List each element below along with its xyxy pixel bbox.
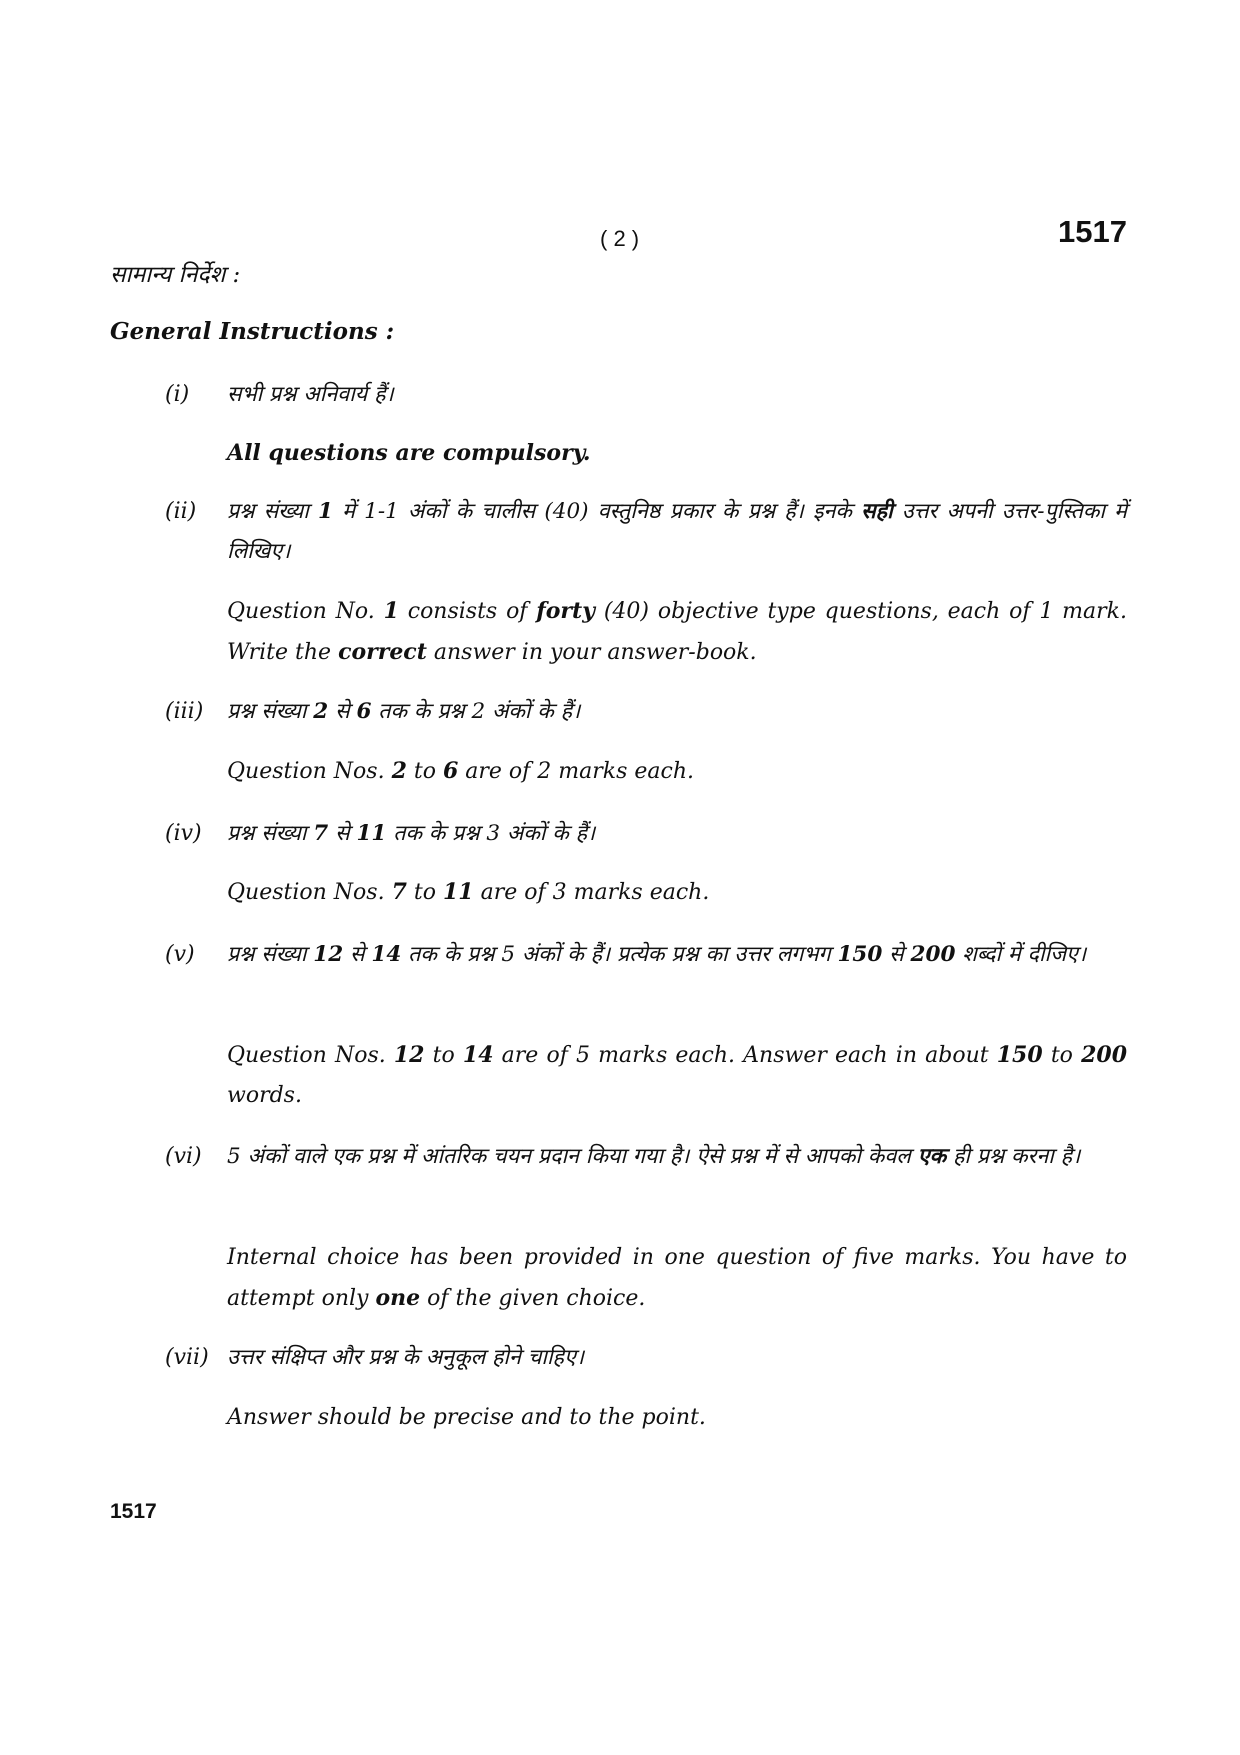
instruction-english: Question Nos. 2 to 6 are of 2 marks each.: [227, 758, 695, 784]
instruction-number: (vii): [165, 1345, 209, 1370]
instruction-item-3: [165, 692, 1127, 792]
instruction-hindi: 5 अंकों वाले एक प्रश्न में आंतरिक चयन प्रदान किया गया है। ऐसे प्रश्न में से आपको केवल एक ही प्रश्न करना है।: [227, 1144, 1081, 1169]
instruction-hindi: प्रश्न संख्या 12 से 14 तक के प्रश्न 5 अंकों के हैं। प्रत्येक प्रश्न का उत्तर लगभग 150 से 200 शब्दों में दीजिए।: [227, 942, 1087, 967]
instruction-item-7: [165, 1338, 1127, 1438]
instruction-item-5: [165, 935, 1127, 1115]
instruction-english: Answer should be precise and to the point.: [227, 1405, 706, 1430]
instruction-number: (vi): [165, 1144, 202, 1169]
paper-code-top: 1517: [1058, 214, 1127, 249]
instruction-hindi: प्रश्न संख्या 2 से 6 तक के प्रश्न 2 अंकों के हैं।: [227, 699, 581, 724]
instruction-number: (ii): [165, 499, 197, 524]
instruction-english: Question No. 1 consists of forty (40) objective type questions, each of 1 mark. Write the correct answer in your answer-book.: [227, 598, 1127, 665]
instruction-hindi: उत्तर संक्षिप्त और प्रश्न के अनुकूल होने चाहिए।: [227, 1345, 585, 1370]
instruction-item-4: [165, 814, 1127, 914]
instruction-number: (iv): [165, 821, 202, 846]
page-number: ( 2 ): [600, 226, 640, 251]
instruction-english: All questions are compulsory.: [227, 440, 591, 466]
instruction-hindi: सभी प्रश्न अनिवार्य हैं।: [227, 382, 394, 407]
instruction-item-1: [165, 375, 1127, 465]
instruction-item-2: [165, 492, 1127, 672]
instruction-hindi: प्रश्न संख्या 1 में 1-1 अंकों के चालीस (40) वस्तुनिष्ठ प्रकार के प्रश्न हैं। इनके सही उत्तर अपनी उत्तर-पुस्तिका में लिखिए।: [227, 499, 1127, 564]
english-instructions-heading: General Instructions :: [110, 318, 395, 345]
instruction-english: Question Nos. 12 to 14 are of 5 marks each. Answer each in about 150 to 200 words.: [227, 1042, 1128, 1108]
instruction-number: (i): [165, 382, 190, 407]
instruction-english: Question Nos. 7 to 11 are of 3 marks each.: [227, 879, 710, 905]
instruction-number: (iii): [165, 699, 204, 724]
hindi-instructions-heading: सामान्य निर्देश :: [110, 262, 241, 288]
paper-code-footer: 1517: [110, 1500, 157, 1523]
instruction-number: (v): [165, 942, 195, 967]
instruction-item-6: [165, 1137, 1127, 1317]
instruction-english: Internal choice has been provided in one question of five marks. You have to attempt only one of the given choice.: [227, 1245, 1127, 1311]
instruction-hindi: प्रश्न संख्या 7 से 11 तक के प्रश्न 3 अंकों के हैं।: [227, 821, 596, 846]
